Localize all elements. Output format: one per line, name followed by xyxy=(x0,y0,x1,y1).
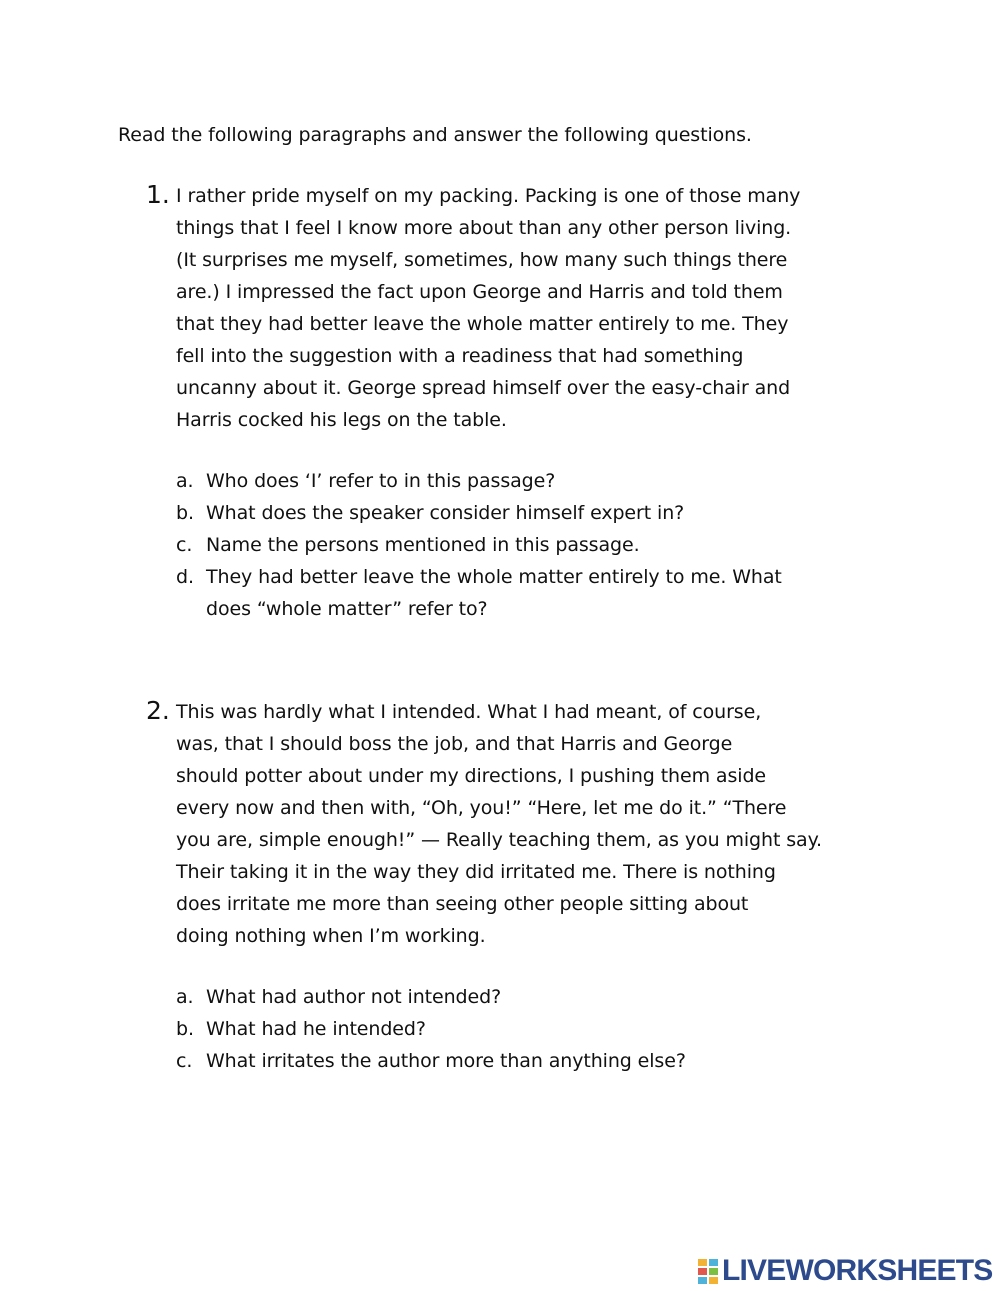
passage-number-2: 2. xyxy=(146,696,170,725)
question-text xyxy=(206,981,896,1013)
question-marker: a. xyxy=(176,470,194,492)
question-line: Who does ‘I’ refer to in this passage? xyxy=(206,470,556,492)
passage-1-questions xyxy=(176,465,896,625)
question-text xyxy=(206,529,896,561)
passage-line: uncanny about it. George spread himself over the easy-chair and xyxy=(176,377,791,399)
question-text xyxy=(206,465,896,497)
question-line: Name the persons mentioned in this passage. xyxy=(206,534,640,556)
question-line: What does the speaker consider himself expert in? xyxy=(206,502,685,524)
passage-line: was, that I should boss the job, and that Harris and George xyxy=(176,733,733,755)
passage-line: you are, simple enough!” — Really teaching them, as you might say. xyxy=(176,829,822,851)
question-marker: b. xyxy=(176,1018,194,1040)
passage-line: I rather pride myself on my packing. Packing is one of those many xyxy=(176,185,801,207)
question-2c xyxy=(176,1045,896,1077)
passage-number-1: 1. xyxy=(146,180,170,209)
question-1a xyxy=(176,465,896,497)
passage-line: Harris cocked his legs on the table. xyxy=(176,409,507,431)
question-line: does “whole matter” refer to? xyxy=(206,598,488,620)
question-marker: d. xyxy=(176,566,194,588)
question-line: What had he intended? xyxy=(206,1018,426,1040)
question-1c xyxy=(176,529,896,561)
passage-line: does irritate me more than seeing other people sitting about xyxy=(176,893,749,915)
question-text xyxy=(206,1013,896,1045)
passage-2-text xyxy=(176,696,896,952)
question-line: What irritates the author more than anything else? xyxy=(206,1050,686,1072)
question-marker: b. xyxy=(176,502,194,524)
passage-line: doing nothing when I’m working. xyxy=(176,925,486,947)
question-1d xyxy=(176,561,896,625)
liveworksheets-logo-icon xyxy=(697,1257,719,1285)
question-line: They had better leave the whole matter entirely to me. What xyxy=(206,566,782,588)
passage-line: should potter about under my directions, I pushing them aside xyxy=(176,765,766,787)
question-text xyxy=(206,497,896,529)
passage-line: things that I feel I know more about than any other person living. xyxy=(176,217,792,239)
liveworksheets-watermark xyxy=(697,1255,993,1287)
passage-2-questions xyxy=(176,981,896,1077)
passage-line: (It surprises me myself, sometimes, how many such things there xyxy=(176,249,788,271)
question-marker: c. xyxy=(176,1050,193,1072)
passage-1-text xyxy=(176,180,896,436)
passage-line: This was hardly what I intended. What I had meant, of course, xyxy=(176,701,762,723)
question-1b xyxy=(176,497,896,529)
passage-line: Their taking it in the way they did irritated me. There is nothing xyxy=(176,861,776,883)
passage-line: that they had better leave the whole matter entirely to me. They xyxy=(176,313,789,335)
question-line: What had author not intended? xyxy=(206,986,502,1008)
question-text xyxy=(206,1045,896,1077)
passage-line: fell into the suggestion with a readiness that had something xyxy=(176,345,744,367)
question-marker: a. xyxy=(176,986,194,1008)
instructions-text: Read the following paragraphs and answer the following questions. xyxy=(118,124,752,146)
question-2a xyxy=(176,981,896,1013)
question-text xyxy=(206,561,896,625)
question-marker: c. xyxy=(176,534,193,556)
passage-line: every now and then with, “Oh, you!” “Here, let me do it.” “There xyxy=(176,797,787,819)
passage-line: are.) I impressed the fact upon George and Harris and told them xyxy=(176,281,783,303)
watermark-text: LIVEWORKSHEETS xyxy=(722,1254,993,1287)
question-2b xyxy=(176,1013,896,1045)
